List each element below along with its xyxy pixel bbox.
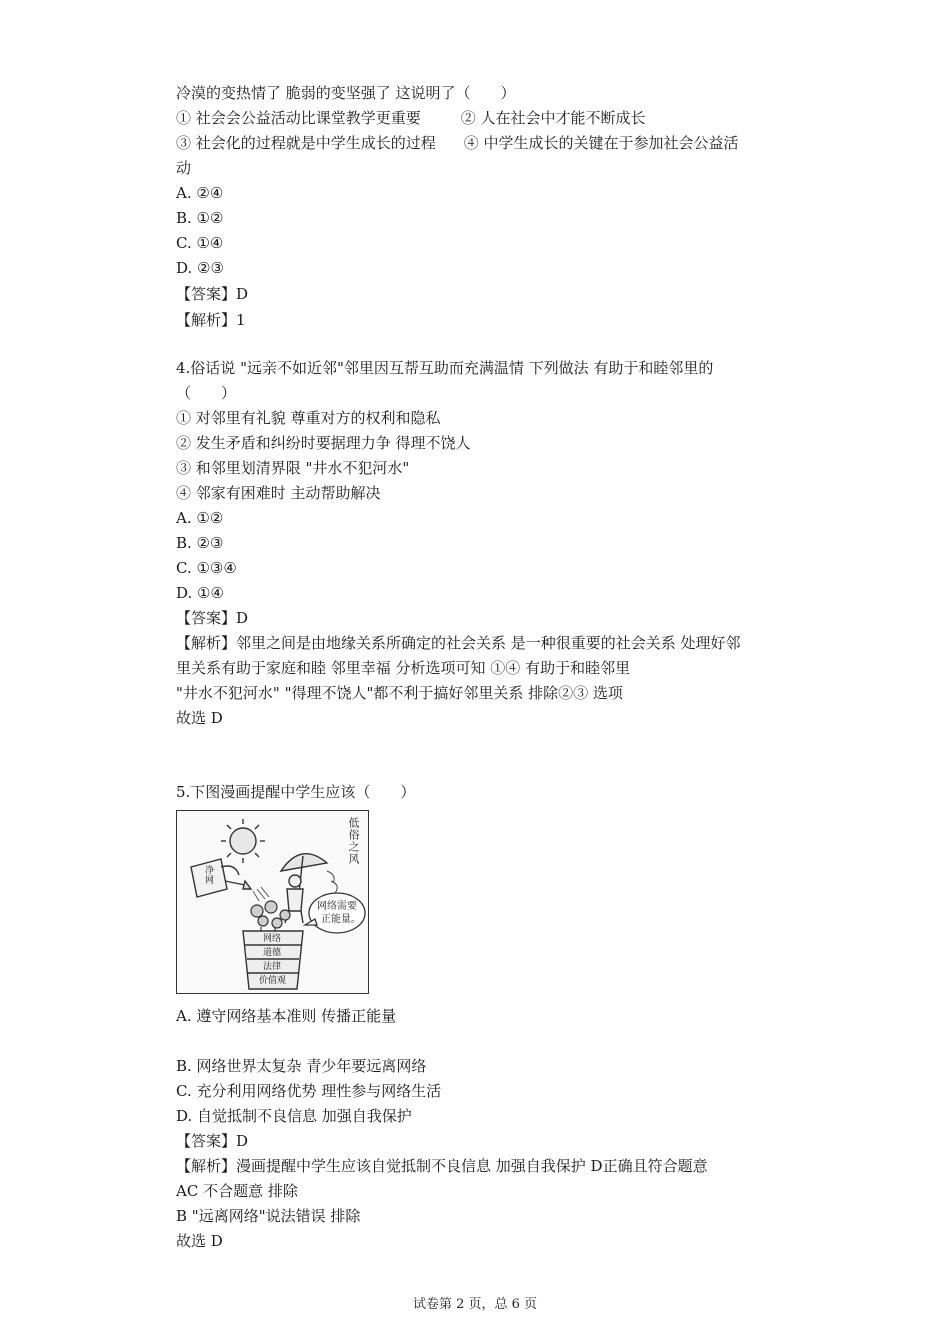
- q3-option-c: C. ①④: [176, 234, 224, 252]
- q5-analysis-line4: 故选 D: [176, 1232, 223, 1250]
- q5-option-b: B. 网络世界太复杂 青少年要远离网络: [176, 1057, 427, 1075]
- q3-statement-1: ① 社会会公益活动比课堂教学更重要: [176, 109, 421, 127]
- q3-statements-row2: [176, 133, 739, 153]
- comic-pot-label-4: 价值观: [259, 976, 287, 986]
- q4-analysis-line3: "井水不犯河水" "得理不饶人"都不利于搞好邻里关系 排除②③ 选项: [176, 684, 623, 702]
- q4-option-c: C. ①③④: [176, 559, 237, 577]
- q3-statement-4: ④ 中学生成长的关键在于参加社会公益活: [463, 134, 739, 152]
- sun-icon: [221, 819, 265, 863]
- q3-statements-row1: [176, 108, 646, 128]
- q3-analysis: 【解析】1: [176, 311, 246, 329]
- q4-answer: 【答案】D: [176, 609, 249, 627]
- comic-illustration: [176, 810, 369, 994]
- q5-stem: 5.下图漫画提醒中学生应该（ ）: [176, 783, 416, 801]
- q5-analysis-line3: B "远离网络"说法错误 排除: [176, 1207, 361, 1225]
- q5-option-a: A. 遵守网络基本准则 传播正能量: [176, 1007, 397, 1025]
- q5-answer: 【答案】D: [176, 1132, 249, 1150]
- q3-statement-2: ② 人在社会中才能不断成长: [460, 109, 646, 127]
- q4-analysis-line2: 里关系有助于家庭和睦 邻里幸福 分析选项可知 ①④ 有助于和睦邻里: [176, 659, 631, 677]
- comic-side-label: 低俗之风: [347, 817, 360, 865]
- q4-option-a: A. ①②: [176, 509, 224, 527]
- q3-stem-tail: 冷漠的变热情了 脆弱的变坚强了 这说明了（ ）: [176, 84, 516, 102]
- q5-option-c: C. 充分利用网络优势 理性参与网络生活: [176, 1082, 442, 1100]
- q4-stem: 4.俗话说 "远亲不如近邻"邻里因互帮互助而充满温情 下列做法 有助于和睦邻里的: [176, 359, 714, 377]
- comic-kettle-label: 净网: [203, 865, 213, 885]
- q4-statement-3: ③ 和邻里划清界限 "井水不犯河水": [176, 459, 410, 477]
- q4-option-d: D. ①④: [176, 584, 224, 602]
- q3-statement-4-tail: 动: [176, 159, 192, 177]
- q4-option-b: B. ②③: [176, 534, 224, 552]
- page-footer: 试卷第 2 页，总 6 页: [412, 1297, 538, 1312]
- comic-pot-label-1: 网络: [263, 934, 282, 944]
- watering-kettle-icon: [191, 859, 251, 897]
- q3-option-d: D. ②③: [176, 259, 224, 277]
- comic-bubble-line2: 正能量。: [321, 914, 361, 925]
- q5-analysis-line2: AC 不合题意 排除: [176, 1182, 298, 1200]
- q4-statement-1: ① 对邻里有礼貌 尊重对方的权利和隐私: [176, 409, 441, 427]
- q5-analysis-line1: 【解析】漫画提醒中学生应该自觉抵制不良信息 加强自我保护 D正确且符合题意: [176, 1157, 708, 1175]
- q3-option-a: A. ②④: [176, 184, 224, 202]
- q5-option-d: D. 自觉抵制不良信息 加强自我保护: [176, 1107, 412, 1125]
- speech-bubble: [305, 893, 365, 933]
- q4-stem-bracket: （ ）: [176, 384, 237, 402]
- q4-analysis-line1: 【解析】邻里之间是由地缘关系所确定的社会关系 是一种很重要的社会关系 处理好邻: [176, 634, 741, 652]
- q4-statement-4: ④ 邻家有困难时 主动帮助解决: [176, 484, 381, 502]
- q3-option-b: B. ①②: [176, 209, 224, 227]
- comic-pot-label-3: 法律: [263, 962, 282, 972]
- q4-statement-2: ② 发生矛盾和纠纷时要据理力争 得理不饶人: [176, 434, 471, 452]
- umbrella-icon: [281, 854, 327, 893]
- comic-pot-label-2: 道德: [263, 948, 282, 958]
- flowers-icon: [251, 901, 290, 933]
- q3-statement-3: ③ 社会化的过程就是中学生成长的过程: [176, 134, 436, 152]
- q3-answer: 【答案】D: [176, 285, 249, 303]
- q4-analysis-line4: 故选 D: [176, 709, 223, 727]
- comic-bubble-line1: 网络需要: [317, 901, 357, 912]
